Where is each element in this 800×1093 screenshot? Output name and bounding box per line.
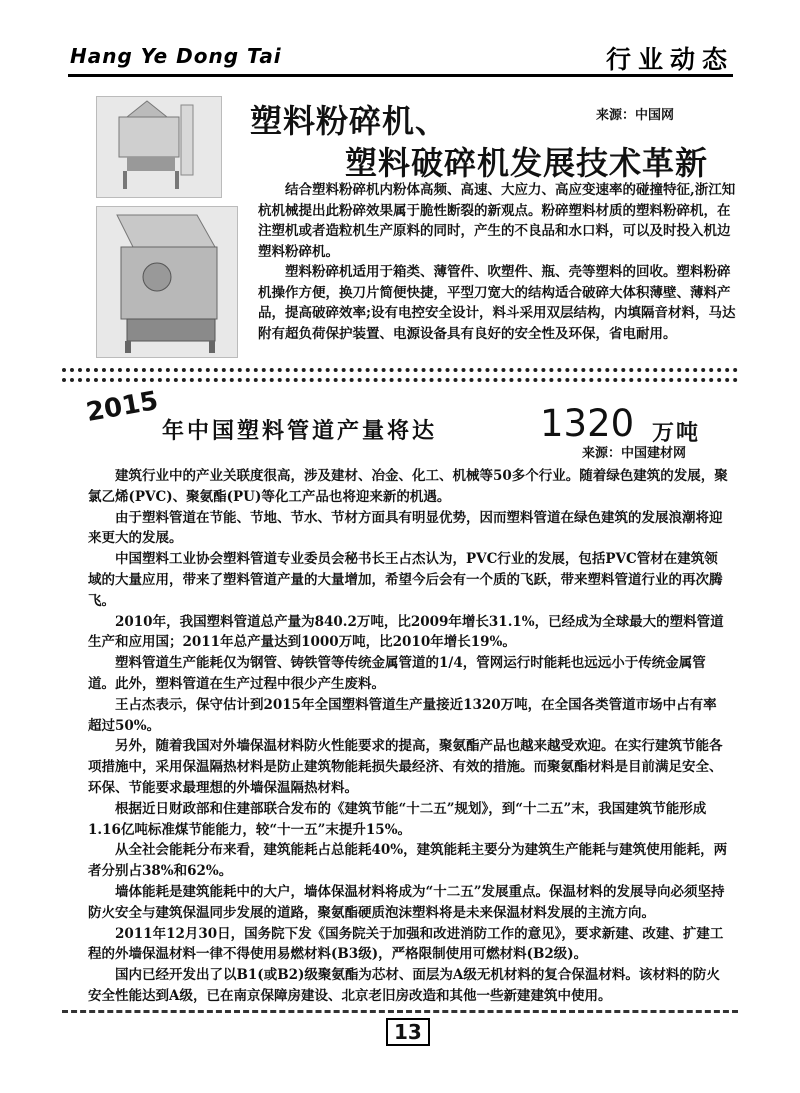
article2-paragraph: 塑料管道生产能耗仅为钢管、铸铁管等传统金属管道的1/4，管网运行时能耗也远远小于传统金属管道。此外，塑料管道在生产过程中很少产生废料。 (88, 655, 706, 692)
header-left-text: Hang Ye Dong Tai (70, 44, 282, 68)
article2-paragraph: 墙体能耗是建筑能耗中的大户，墙体保温材料将成为“十二五”发展重点。保温材料的发展导向必须坚持防火安全与建筑保温同步发展的道路，聚氨酯硬质泡沫塑料将是未来保温材料发展的主流方向。 (88, 883, 725, 921)
section-divider-top (62, 368, 738, 372)
article2-paragraph: 从全社会能耗分布来看，建筑能耗占总能耗40%，建筑能耗主要分为建筑生产能耗与建筑使用能耗，两者分别占38%和62%。 (88, 842, 728, 880)
article2-paragraph: 建筑行业中的产业关联度很高，涉及建材、冶金、化工、机械等50多个行业。随着绿色建筑的发展，聚氯乙烯(PVC)、聚氨酯(PU)等化工产品也将迎来新的机遇。 (88, 468, 728, 505)
article1-paragraph-1: 结合塑料粉碎机内粉体高频、高速、大应力、高应变速率的碰撞特征,浙江知杭机械提出此粉碎效果属于脆性断裂的新观点。粉碎塑料材质的塑料粉碎机，在注塑机或者造粒机生产原料的同时，产生的不良品和水口料，可以及时投入机边塑料粉碎机。 (258, 182, 736, 260)
article2-body (88, 466, 728, 1007)
article2-paragraph: 王占杰表示，保守估计到2015年全国塑料管道生产量接近1320万吨，在全国各类管道市场中占有率超过50%。 (88, 696, 717, 734)
article2-title-unit: 万吨 (652, 421, 701, 446)
article2-source: 来源：中国建材网 (582, 446, 687, 461)
crusher-photo-2 (96, 206, 238, 358)
article2-title-number: 1320 (540, 402, 635, 445)
crusher-photo-1 (96, 96, 222, 198)
article2-paragraph: 2011年12月30日，国务院下发《国务院关于加强和改进消防工作的意见》，要求新建、改建、扩建工程的外墙保温材料一律不得使用易燃材料(B3级)，严格限制使用可燃材料(B2级)。 (88, 925, 724, 963)
article1-paragraph-2: 塑料粉碎机适用于箱类、薄管件、吹塑件、瓶、壳等塑料的回收。塑料粉碎机操作方便，换刀片简便快捷，平型刀宽大的结构适合破碎大体积薄壁、薄料产品，提高破碎效率;设有电控安全设计，料斗采用双层结构，内填隔音材料，马达附有超负荷保护装置、电源设备具有良好的安全性及环保，省电耐用。 (258, 264, 736, 342)
article2-paragraph: 中国塑料工业协会塑料管道专业委员会秘书长王占杰认为，PVC行业的发展，包括PVC管材在建筑领域的大量应用，带来了塑料管道产量的大量增加，希望今后会有一个质的飞跃，带来塑料管道行业的再次腾飞。 (88, 551, 723, 609)
article2-title-year: 2015 (83, 385, 161, 429)
header-rule (68, 74, 733, 77)
article2-paragraph: 由于塑料管道在节能、节地、节水、节材方面具有明显优势，因而塑料管道在绿色建筑的发展浪潮将迎来更大的发展。 (88, 509, 723, 547)
footer-divider (62, 1010, 738, 1013)
article2-paragraph: 根据近日财政部和住建部联合发布的《建筑节能“十二五”规划》，到“十二五”末，我国建筑节能形成1.16亿吨标准煤节能能力，较“十一五”末提升15%。 (88, 800, 707, 838)
article1-source: 来源：中国网 (596, 108, 675, 123)
article2-paragraph: 另外，随着我国对外墙保温材料防火性能要求的提高，聚氨酯产品也越来越受欢迎。在实行建筑节能各项措施中，采用保温隔热材料是防止建筑物能耗损失最经济、有效的措施。而聚氨酯材料是目前满足安全、环保、节能要求最理想的外墙保温隔热材料。 (88, 738, 723, 796)
article2-title-main: 年中国塑料管道产量将达 (162, 419, 438, 444)
article1-title-line1: 塑料粉碎机、 (250, 102, 449, 140)
header-right-text: 行业动态 (606, 45, 735, 74)
page-number: 13 (386, 1018, 430, 1046)
article2-paragraph: 2010年，我国塑料管道总产量为840.2万吨，比2009年增长31.1%，已经成为全球最大的塑料管道生产和应用国；2011年总产量达到1000万吨，比2010年增长19%。 (88, 613, 724, 651)
article2-paragraph: 国内已经开发出了以B1(或B2)级聚氨酯为芯材、面层为A级无机材料的复合保温材料。该材料的防火安全性能达到A级，已在南京保障房建设、北京老旧房改造和其他一些新建建筑中使用。 (88, 967, 720, 1004)
section-divider-bottom (62, 378, 738, 382)
article1-title-line2: 塑料破碎机发展技术革新 (345, 144, 709, 182)
